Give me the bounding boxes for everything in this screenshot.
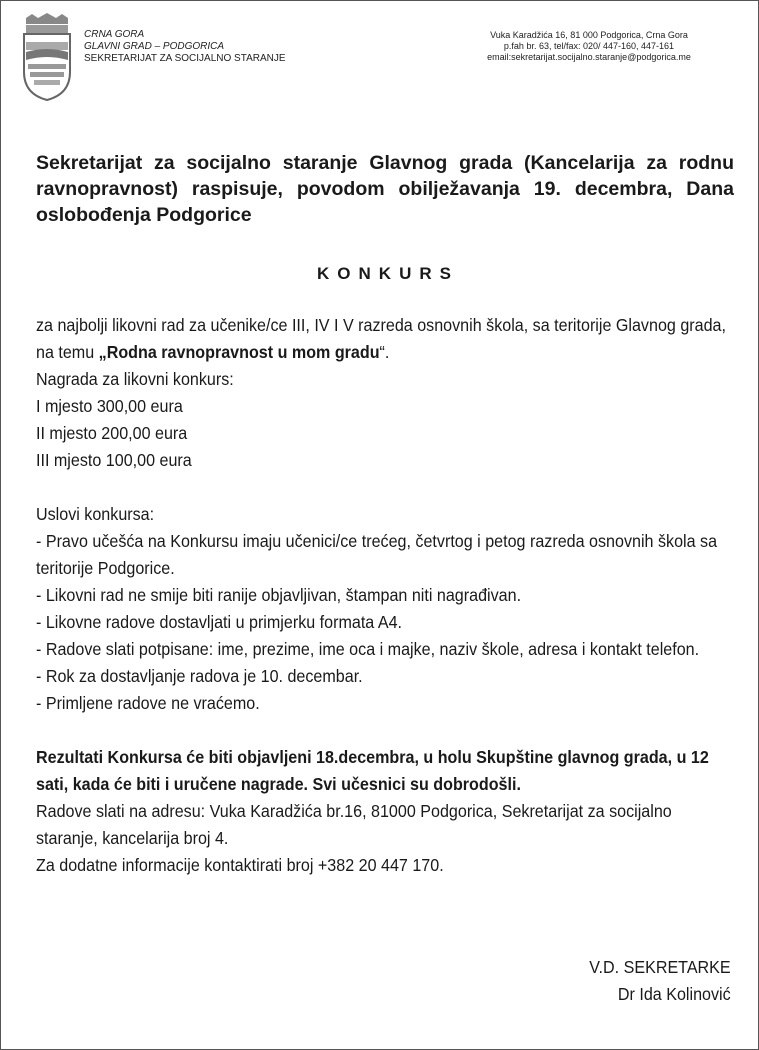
header-email: email:sekretarijat.socijalno.staranje@podgorica.me xyxy=(487,52,691,62)
signature-block xyxy=(590,954,731,1008)
condition-item: - Radove slati potpisane: ime, prezime, ime oca i majke, naziv škole, adresa i kontakt telefon. xyxy=(36,639,700,659)
header-institution xyxy=(84,29,286,65)
header-secretariat: SEKRETARIJAT ZA SOCIJALNO STARANJE xyxy=(84,53,286,64)
results-paragraph: Rezultati Konkursa će biti objavljeni 18.decembra, u holu Skupštine glavnog grada, u 12 sati, kada će biti i uručene nagrade. Svi učesnici su dobrodošli. xyxy=(36,747,709,794)
header-country: CRNA GORA xyxy=(84,29,145,40)
prize-item: I mjesto 300,00 eura xyxy=(36,396,183,416)
topic-theme: „Rodna ravnopravnost u mom gradu xyxy=(98,342,380,362)
header-contact xyxy=(449,30,729,63)
document-heading: KONKURS xyxy=(317,264,459,283)
condition-item: - Likovni rad ne smije biti ranije objavljivan, štampan niti nagrađivan. xyxy=(36,585,522,605)
prize-item: III mjesto 100,00 eura xyxy=(36,450,192,470)
signature-name: Dr Ida Kolinović xyxy=(618,984,731,1004)
contact-line: Za dodatne informacije kontaktirati broj +382 20 447 170. xyxy=(36,855,444,875)
address-paragraph: Radove slati na adresu: Vuka Karadžića br.16, 81000 Podgorica, Sekretarijat za socijalno staranje, kancelarija broj 4. xyxy=(36,801,672,848)
condition-item: - Pravo učešća na Konkursu imaju učenici/ce trećeg, četvrtog i petog razreda osnovnih škola sa teritorije Podgorice. xyxy=(36,531,718,578)
conditions-title: Uslovi konkursa: xyxy=(36,504,155,524)
header-phone: p.fah br. 63, tel/fax: 020/ 447-160, 447-161 xyxy=(503,41,675,51)
header-city: GLAVNI GRAD – PODGORICA xyxy=(84,41,225,52)
condition-item: - Likovne radove dostavljati u primjerku formata A4. xyxy=(36,612,403,632)
condition-item: - Rok za dostavljanje radova je 10. decembar. xyxy=(36,666,363,686)
intro-paragraph: Sekretarijat za socijalno staranje Glavnog grada (Kancelarija za rodnu ravnopravnost) raspisuje, povodom obilježavanja 19. decembra, Dana oslobođenja Podgorice xyxy=(36,152,734,226)
coat-of-arms-logo xyxy=(20,12,74,102)
document-body xyxy=(36,150,734,879)
topic-end: “. xyxy=(379,342,390,362)
signature-title: V.D. SEKRETARKE xyxy=(589,957,731,977)
topic-paragraph xyxy=(36,312,734,366)
prizes-title: Nagrada za likovni konkurs: xyxy=(36,369,234,389)
prize-item: II mjesto 200,00 eura xyxy=(36,423,188,443)
topic-text: za najbolji likovni rad za učenike/ce III, IV I V razreda osnovnih škola, sa teritorije Glavnog grada, na temu xyxy=(36,315,726,362)
condition-item: - Primljene radove ne vraćemo. xyxy=(36,693,260,713)
header-address: Vuka Karadžića 16, 81 000 Podgorica, Crna Gora xyxy=(490,30,688,40)
